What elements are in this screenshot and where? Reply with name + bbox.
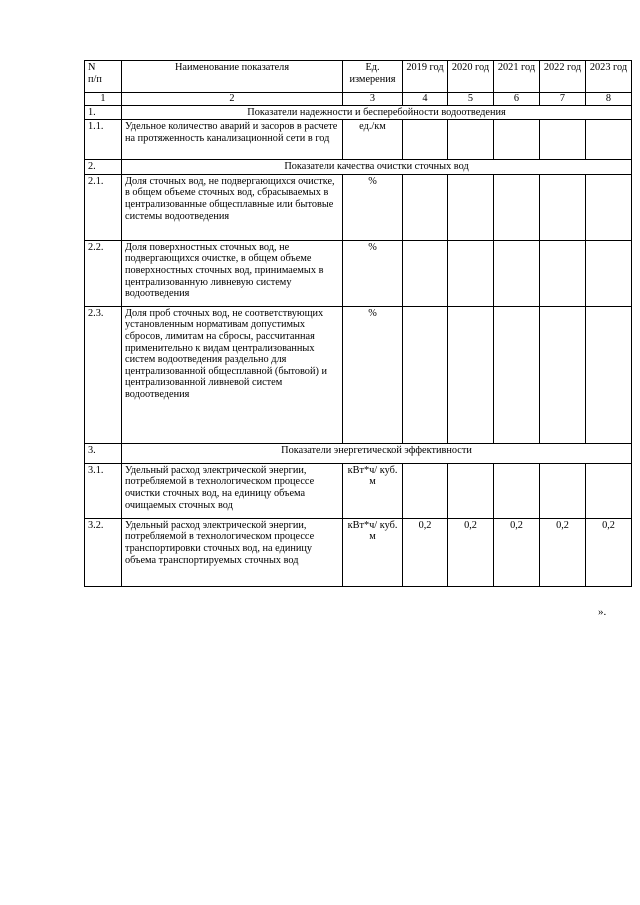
row-name: Удельный расход электрической энергии, потребляемой в технологическом процессе очистки сточных вод, на единицу объема очищаемых сточных вод: [122, 463, 343, 518]
row-name: Доля поверхностных сточных вод, не подвергающихся очистке, в общем объеме поверхностных сточных вод, принимаемых в централизованную ливневую систему водоотведения: [122, 240, 343, 306]
section-num: 1.: [85, 105, 122, 120]
section-num: 2.: [85, 160, 122, 175]
index-cell: 5: [448, 93, 494, 106]
row-num: 1.1.: [85, 120, 122, 160]
row-unit: кВт*ч/ куб. м: [343, 463, 403, 518]
row-value: 0,2: [586, 518, 632, 586]
row-name: Доля сточных вод, не подвергающихся очистке, в общем объеме сточных вод, сбрасываемых в централизованные общесплавные или бытовые системы водоотведения: [122, 174, 343, 240]
row-value: [586, 120, 632, 160]
row-value: [586, 306, 632, 443]
row-value: [448, 306, 494, 443]
section-row: [85, 443, 632, 463]
index-cell: 8: [586, 93, 632, 106]
row-value: [586, 240, 632, 306]
row-unit: %: [343, 306, 403, 443]
row-value: [448, 120, 494, 160]
row-value: [540, 174, 586, 240]
row-value: [448, 463, 494, 518]
header-unit: Ед. измерения: [343, 61, 403, 93]
row-num: 2.2.: [85, 240, 122, 306]
header-num: [85, 61, 122, 93]
index-cell: 6: [494, 93, 540, 106]
row-unit: %: [343, 240, 403, 306]
row-value: [540, 306, 586, 443]
row-value: [494, 240, 540, 306]
section-num: 3.: [85, 443, 122, 463]
row-value: 0,2: [494, 518, 540, 586]
section-title: Показатели надежности и бесперебойности водоотведения: [122, 105, 632, 120]
column-index-row: [85, 93, 632, 106]
header-year-2021: 2021 год: [494, 61, 540, 93]
row-value: 0,2: [403, 518, 448, 586]
row-unit: ед./км: [343, 120, 403, 160]
row-unit: кВт*ч/ куб. м: [343, 518, 403, 586]
header-year-2020: 2020 год: [448, 61, 494, 93]
row-value: [540, 463, 586, 518]
closing-quote-mark: ».: [598, 606, 607, 618]
index-cell: 1: [85, 93, 122, 106]
section-row: [85, 105, 632, 120]
row-value: 0,2: [448, 518, 494, 586]
row-name: Удельное количество аварий и засоров в расчете на протяженность канализационной сети в год: [122, 120, 343, 160]
row-value: [586, 463, 632, 518]
index-cell: 4: [403, 93, 448, 106]
index-cell: 3: [343, 93, 403, 106]
header-row: [85, 61, 632, 93]
row-value: [403, 120, 448, 160]
table-row: [85, 174, 632, 240]
indicators-table: [84, 60, 632, 587]
row-num: 3.2.: [85, 518, 122, 586]
header-num-line-2: п/п: [88, 73, 102, 85]
row-value: [403, 174, 448, 240]
row-value: [448, 174, 494, 240]
row-num: 3.1.: [85, 463, 122, 518]
section-title: Показатели энергетической эффективности: [122, 443, 632, 463]
table-row: [85, 306, 632, 443]
row-value: [494, 306, 540, 443]
index-cell: 2: [122, 93, 343, 106]
row-value: [540, 240, 586, 306]
row-value: [494, 174, 540, 240]
row-num: 2.1.: [85, 174, 122, 240]
table-row: [85, 240, 632, 306]
table-row: [85, 463, 632, 518]
row-value: [448, 240, 494, 306]
section-row: [85, 160, 632, 175]
row-value: [403, 240, 448, 306]
row-num: 2.3.: [85, 306, 122, 443]
header-year-2019: 2019 год: [403, 61, 448, 93]
row-value: [403, 306, 448, 443]
header-name: Наименование показателя: [122, 61, 343, 93]
header-year-2022: 2022 год: [540, 61, 586, 93]
row-value: 0,2: [540, 518, 586, 586]
row-name: Удельный расход электрической энергии, потребляемой в технологическом процессе транспортировки сточных вод, на единицу объема транспортируемых сточных вод: [122, 518, 343, 586]
row-value: [494, 120, 540, 160]
table-row: [85, 518, 632, 586]
row-value: [403, 463, 448, 518]
header-year-2023: 2023 год: [586, 61, 632, 93]
row-value: [586, 174, 632, 240]
row-unit: %: [343, 174, 403, 240]
row-name: Доля проб сточных вод, не соответствующих установленным нормативам допустимых сбросов, лимитам на сбросы, рассчитанная применительно к видам централизованных систем водоотведения раздельно для централизованной общесплавной (бытовой) и централизованной ливневой систем водоотведения: [122, 306, 343, 443]
index-cell: 7: [540, 93, 586, 106]
row-value: [494, 463, 540, 518]
header-num-line-1: N: [88, 62, 96, 73]
row-value: [540, 120, 586, 160]
section-title: Показатели качества очистки сточных вод: [122, 160, 632, 175]
table-row: [85, 120, 632, 160]
